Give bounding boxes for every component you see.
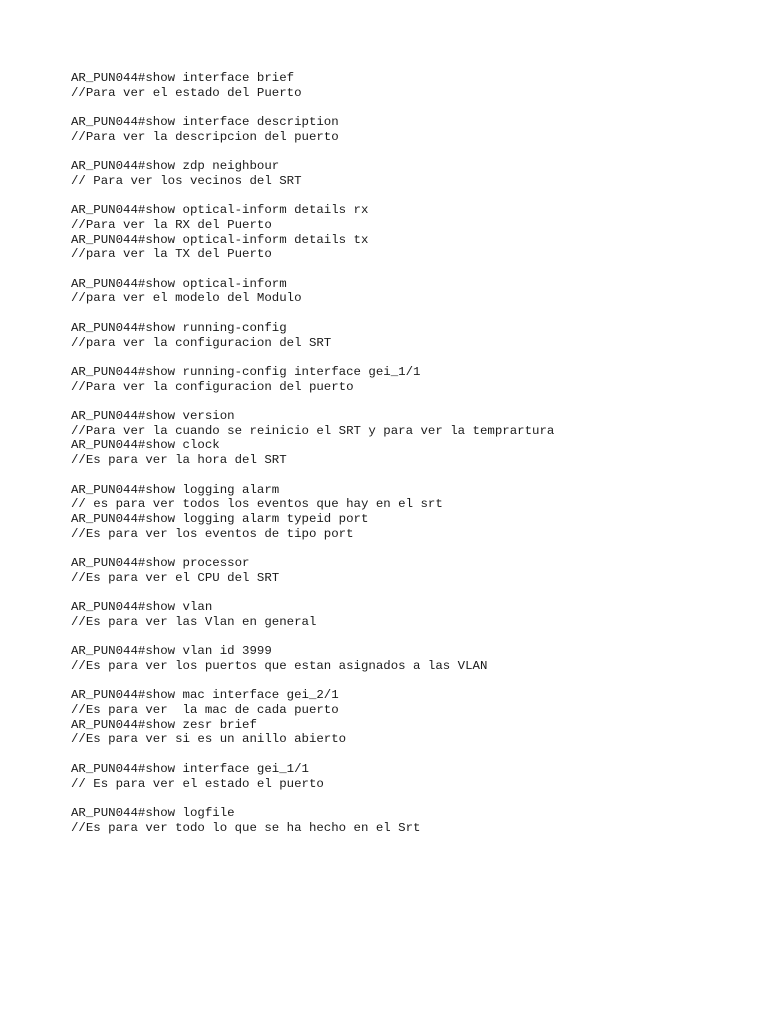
- command-line: AR_PUN044#show logging alarm typeid port: [71, 511, 369, 526]
- command-line: AR_PUN044#show processor: [71, 556, 250, 571]
- command-line: AR_PUN044#show optical-inform details rx: [71, 203, 369, 218]
- command-line: AR_PUN044#show running-config: [71, 320, 287, 335]
- command-line: AR_PUN044#show mac interface gei_2/1: [71, 688, 339, 703]
- comment-line: //Es para ver el CPU del SRT: [71, 570, 280, 585]
- note-block: [71, 365, 751, 394]
- note-block: [71, 600, 751, 629]
- comment-line: // es para ver todos los eventos que hay en el srt: [71, 497, 443, 512]
- note-block: [71, 277, 751, 306]
- comment-line: //Para ver la configuracion del puerto: [71, 379, 354, 394]
- command-notes: [71, 71, 751, 850]
- note-block: [71, 483, 751, 542]
- command-line: AR_PUN044#show optical-inform details tx: [71, 232, 369, 247]
- note-block: [71, 644, 751, 673]
- command-line: AR_PUN044#show running-config interface gei_1/1: [71, 364, 421, 379]
- comment-line: //para ver el modelo del Modulo: [71, 291, 302, 306]
- comment-line: //Es para ver las Vlan en general: [71, 614, 317, 629]
- comment-line: //Es para ver la mac de cada puerto: [71, 703, 339, 718]
- comment-line: //Es para ver si es un anillo abierto: [71, 732, 347, 747]
- command-line: AR_PUN044#show vlan: [71, 600, 213, 615]
- note-block: [71, 71, 751, 100]
- comment-line: //Es para ver la hora del SRT: [71, 453, 287, 468]
- comment-line: //Para ver la cuando se reinicio el SRT y para ver la temprartura: [71, 423, 555, 438]
- note-block: [71, 409, 751, 468]
- command-line: AR_PUN044#show version: [71, 409, 235, 424]
- comment-line: //Es para ver todo lo que se ha hecho en el Srt: [71, 820, 421, 835]
- comment-line: //Para ver la descripcion del puerto: [71, 129, 339, 144]
- comment-line: //para ver la configuracion del SRT: [71, 335, 332, 350]
- note-block: [71, 115, 751, 144]
- comment-line: // Para ver los vecinos del SRT: [71, 173, 302, 188]
- note-block: [71, 556, 751, 585]
- comment-line: //Para ver el estado del Puerto: [71, 85, 302, 100]
- command-line: AR_PUN044#show zdp neighbour: [71, 159, 280, 174]
- command-line: AR_PUN044#show optical-inform: [71, 276, 287, 291]
- command-line: AR_PUN044#show zesr brief: [71, 717, 257, 732]
- command-line: AR_PUN044#show logfile: [71, 805, 235, 820]
- command-line: AR_PUN044#show interface gei_1/1: [71, 761, 309, 776]
- command-line: AR_PUN044#show clock: [71, 438, 220, 453]
- command-line: AR_PUN044#show interface description: [71, 115, 339, 130]
- note-block: [71, 203, 751, 262]
- comment-line: //Es para ver los puertos que estan asignados a las VLAN: [71, 658, 488, 673]
- command-line: AR_PUN044#show vlan id 3999: [71, 644, 272, 659]
- command-line: AR_PUN044#show logging alarm: [71, 482, 280, 497]
- note-block: [71, 321, 751, 350]
- comment-line: //para ver la TX del Puerto: [71, 247, 272, 262]
- note-block: [71, 806, 751, 835]
- note-block: [71, 762, 751, 791]
- command-line: AR_PUN044#show interface brief: [71, 71, 295, 85]
- comment-line: //Para ver la RX del Puerto: [71, 217, 272, 232]
- comment-line: // Es para ver el estado el puerto: [71, 776, 324, 791]
- note-block: [71, 688, 751, 747]
- comment-line: //Es para ver los eventos de tipo port: [71, 526, 354, 541]
- note-block: [71, 159, 751, 188]
